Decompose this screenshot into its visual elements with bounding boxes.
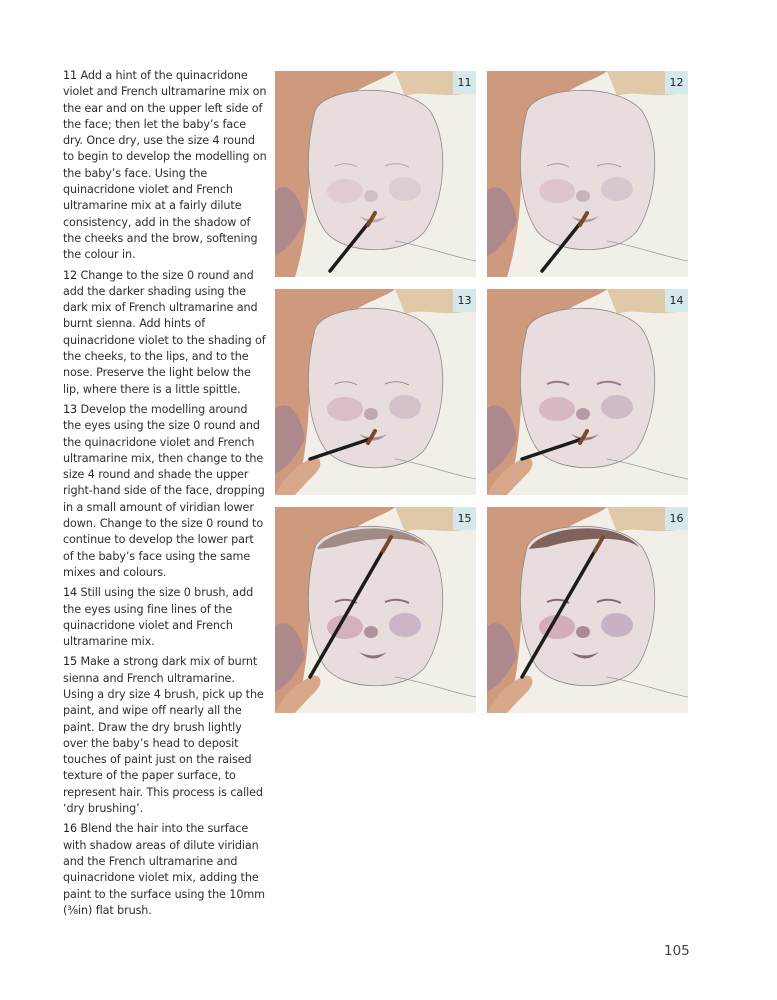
step-16 [63,821,267,919]
step-number: 16 [63,822,78,836]
step-text: Blend the hair into the surface with shadow areas of dilute viridian and the French ultramarine and quinacridone violet mix, adding the paint to the surface using the 10mm (⅜in) flat brush. [63,822,265,917]
watercolour-step-illustration [275,289,476,495]
watercolour-step-illustration [487,507,688,713]
step-text: Make a strong dark mix of burnt sienna and French ultramarine. Using a dry size 4 brush, pick up the paint, and wipe off nearly all the paint. Draw the dry brush lightly over the baby’s head to deposit touches of paint just on the raised texture of the paper surface, to represent hair. This process is called ‘dry brushing’. [63,655,264,816]
watercolour-step-illustration [275,507,476,713]
step-badge: 14 [665,289,688,312]
step-photo-11 [275,71,476,277]
step-text: Change to the size 0 round and add the darker shading using the dark mix of French ultramarine and burnt sienna. Add hints of quinacridone violet to the shading of the cheeks, to the lips, and to the nose. Preserve the light below the lip, where there is a little spittle. [63,268,266,396]
step-photo-14 [487,289,688,495]
step-11 [63,68,267,264]
watercolour-step-illustration [487,71,688,277]
step-text: Develop the modelling around the eyes using the size 0 round and the quinacridone violet and French ultramarine mix, then change to the size 4 round and shade the upper right-hand side of the face, dropping in a small amount of viridian lower down. Change to the size 0 round to continue to develop the lower part of the baby’s face using the same mixes and colours. [63,402,265,579]
step-number: 12 [63,268,78,282]
step-13 [63,402,267,581]
step-badge: 15 [453,507,476,530]
step-15 [63,654,267,817]
page-number: 105 [664,943,690,959]
step-badge: 11 [453,71,476,94]
step-number: 13 [63,402,78,416]
step-badge: 16 [665,507,688,530]
step-number: 11 [63,69,78,82]
step-photo-grid [275,71,688,713]
step-14 [63,585,267,650]
step-photo-16 [487,507,688,713]
step-text: Add a hint of the quinacridone violet and French ultramarine mix on the ear and on the upper left side of the face; then let the baby’s face dry. Once dry, use the size 4 round to begin to develop the modelling on the baby’s face. Using the quinacridone violet and French ultramarine mix at a fairly dilute consistency, add in the shadow of the cheeks and the brow, softening the colour in. [63,69,267,262]
instructions-column [63,68,267,923]
step-text: Still using the size 0 brush, add the eyes using fine lines of the quinacridone violet and French ultramarine mix. [63,586,254,649]
step-photo-13 [275,289,476,495]
step-12 [63,268,267,398]
step-badge: 12 [665,71,688,94]
step-number: 14 [63,586,78,600]
watercolour-step-illustration [275,71,476,277]
step-photo-15 [275,507,476,713]
watercolour-step-illustration [487,289,688,495]
step-number: 15 [63,655,78,669]
step-photo-12 [487,71,688,277]
step-badge: 13 [453,289,476,312]
